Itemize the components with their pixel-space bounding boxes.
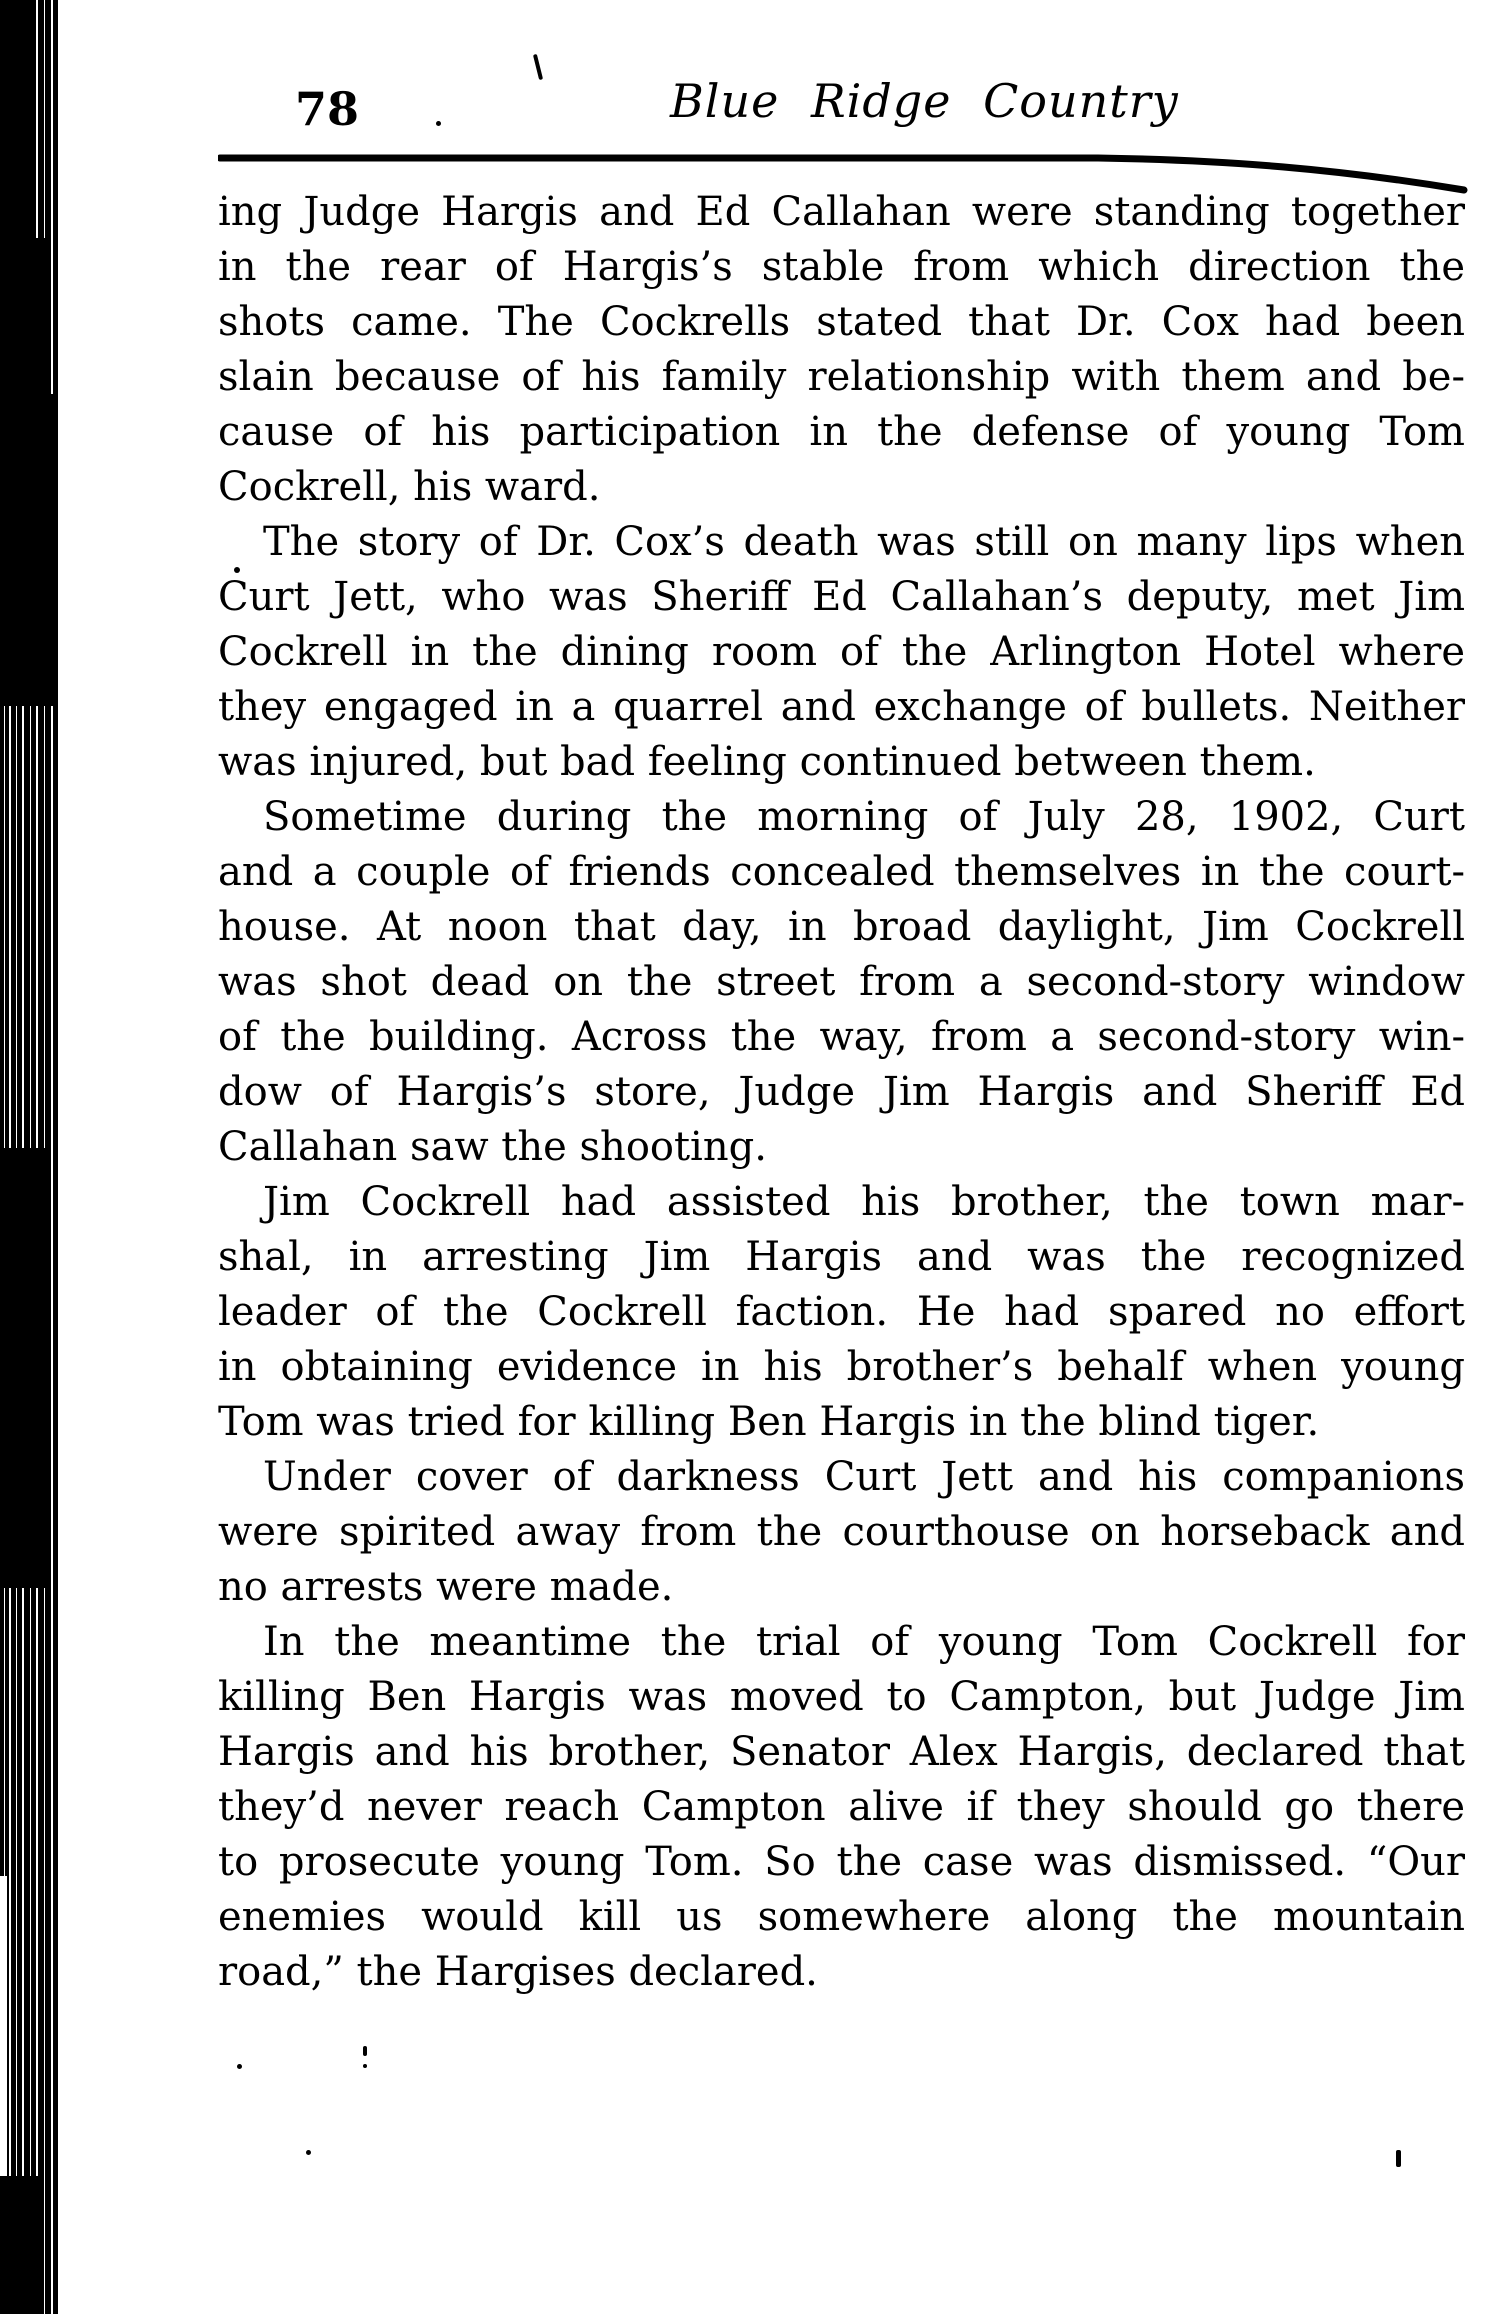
- text-line: ing Judge Hargis and Ed Callahan were standing together: [218, 189, 1465, 235]
- page-content: [218, 0, 1465, 2314]
- text-line: house. At noon that day, in broad daylight, Jim Cockrell: [218, 904, 1465, 950]
- text-line: no arrests were made.: [218, 1564, 674, 1610]
- ink-speck: [237, 2064, 242, 2069]
- text-line: shots came. The Cockrells stated that Dr. Cox had been: [218, 299, 1465, 345]
- text-line: killing Ben Hargis was moved to Campton, but Judge Jim: [218, 1674, 1465, 1720]
- binding-edge: [0, 0, 58, 2314]
- text-line: dow of Hargis’s store, Judge Jim Hargis and Sheriff Ed: [218, 1069, 1465, 1115]
- binding-streak: [0, 2176, 38, 2314]
- binding-streak: [0, 1148, 50, 1588]
- binding-streak: [0, 394, 57, 706]
- text-line: shal, in arresting Jim Hargis and was the recognized: [218, 1234, 1465, 1280]
- text-line: Curt Jett, who was Sheriff Ed Callahan’s deputy, met Jim: [218, 574, 1465, 620]
- paragraph: [218, 1450, 1465, 1615]
- ink-speck: [363, 2046, 367, 2056]
- binding-streak: [0, 0, 32, 238]
- paragraph: [218, 185, 1465, 515]
- text-line: Jim Cockrell had assisted his brother, the town mar-: [263, 1179, 1465, 1225]
- text-line: road,” the Hargises declared.: [218, 1949, 818, 1995]
- text-line: Sometime during the morning of July 28, 1902, Curt: [263, 794, 1465, 840]
- ink-speck: [306, 2150, 311, 2155]
- text-line: The story of Dr. Cox’s death was still on many lips when: [263, 519, 1465, 565]
- body-text: [218, 185, 1465, 2000]
- page-number: 78: [295, 82, 360, 136]
- text-line: Cockrell in the dining room of the Arlington Hotel where: [218, 629, 1465, 675]
- text-line: Under cover of darkness Curt Jett and his companions: [263, 1454, 1465, 1500]
- ink-speck: [363, 2064, 367, 2068]
- text-line: they engaged in a quarrel and exchange of bullets. Neither: [218, 684, 1465, 730]
- text-line: slain because of his family relationship with them and be-: [218, 354, 1465, 400]
- text-line: Cockrell, his ward.: [218, 464, 601, 510]
- text-line: of the building. Across the way, from a second-story win-: [218, 1014, 1465, 1060]
- text-line: enemies would kill us somewhere along the mountain: [218, 1894, 1465, 1940]
- text-line: Hargis and his brother, Senator Alex Hargis, declared that: [218, 1729, 1465, 1775]
- ink-speck: [436, 121, 441, 126]
- text-line: to prosecute young Tom. So the case was dismissed. “Our: [218, 1839, 1465, 1885]
- binding-streak: [0, 238, 48, 394]
- text-line: and a couple of friends concealed themselves in the court-: [218, 849, 1465, 895]
- text-line: leader of the Cockrell faction. He had spared no effort: [218, 1289, 1465, 1335]
- text-line: in obtaining evidence in his brother’s behalf when young: [218, 1344, 1465, 1390]
- text-line: Callahan saw the shooting.: [218, 1124, 767, 1170]
- text-line: were spirited away from the courthouse on horseback and: [218, 1509, 1465, 1555]
- paragraph: [218, 1615, 1465, 2000]
- binding-gap: [0, 1876, 7, 2176]
- running-title: Blue Ridge Country: [670, 74, 1179, 128]
- text-line: Tom was tried for killing Ben Hargis in the blind tiger.: [218, 1399, 1320, 1445]
- ink-speck: [234, 567, 240, 573]
- paragraph: [218, 1175, 1465, 1450]
- paragraph: [218, 515, 1465, 790]
- paragraph: [218, 790, 1465, 1175]
- text-line: in the rear of Hargis’s stable from which direction the: [218, 244, 1465, 290]
- text-line: was injured, but bad feeling continued between them.: [218, 739, 1316, 785]
- text-line: they’d never reach Campton alive if they should go there: [218, 1784, 1465, 1830]
- ink-speck: [1396, 2150, 1401, 2167]
- text-line: was shot dead on the street from a second-story window: [218, 959, 1465, 1005]
- text-line: In the meantime the trial of young Tom Cockrell for: [263, 1619, 1465, 1665]
- text-line: cause of his participation in the defense of young Tom: [218, 409, 1465, 455]
